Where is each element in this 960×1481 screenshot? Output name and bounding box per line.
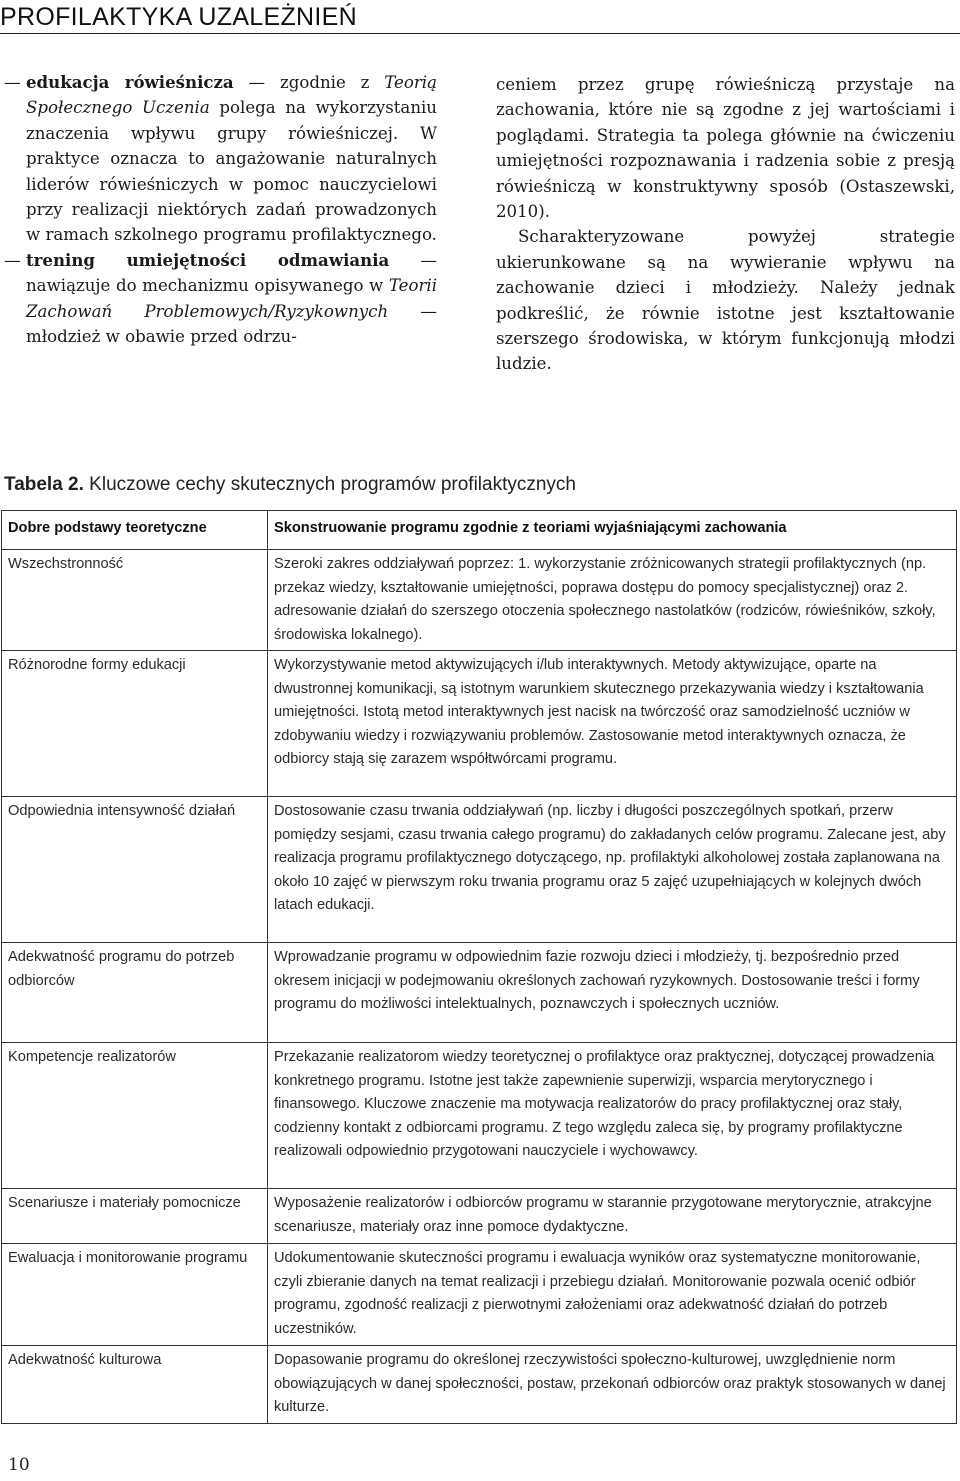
term-dash: — bbox=[389, 250, 437, 270]
table-header-row bbox=[2, 511, 957, 550]
item-text-part: polega na wykorzystaniu znaczenia wpływu grupy rówieśniczej. W praktyce oznacza to angażowanie naturalnych liderów rówieśniczych w pomoc nauczycielowi przy realizacji niektórych zadań prowadzonych w ramach szkolnego programu profilaktycznego. bbox=[26, 98, 437, 245]
table-row bbox=[2, 943, 957, 1043]
term-refusal-training: trening umiejętności odmawiania bbox=[26, 249, 390, 270]
table-row bbox=[2, 1043, 957, 1189]
paragraph-continuation: ceniem przez grupę rówieśniczą przystaje na zachowania, które nie są zgodne z jej wartościami i poglądami. Strategia ta polega głównie na ćwiczeniu umiejętności rozpoznawania i radzenia sobie z presją rówieśniczą w konstruktywny sposób (Ostaszewski, 2010). bbox=[496, 75, 955, 222]
description-cell: Dopasowanie programu do określonej rzeczywistości społeczno-kulturowej, uwzględnienie norm obowiązujących w danej społeczności, postaw, przekonań odbiorców oraz praktyk stosowanych w danej kulturze. bbox=[268, 1346, 957, 1424]
feature-cell: Wszechstronność bbox=[2, 550, 268, 651]
feature-cell: Różnorodne formy edukacji bbox=[2, 651, 268, 797]
feature-cell: Odpowiednia intensywność działań bbox=[2, 797, 268, 943]
term-peer-education: edukacja rówieśnicza bbox=[26, 72, 234, 92]
description-cell: Dostosowanie czasu trwania oddziaływań (np. liczby i długości poszczególnych spotkań, przerw pomiędzy sesjami, czasu trwania całego programu) do zakładanych celów programu. Zalecane jest, aby realizacja programu profilaktycznego dotyczącego, np. profilaktyki alkoholowej została zaplanowana na około 10 zajęć w pierwszym roku trwania programu oraz 5 zajęć uzupełniających w kolejnych dwóch latach edukacji. bbox=[268, 797, 957, 943]
table-row bbox=[2, 797, 957, 943]
item-text-part: — młodzież w obawie przed odrzu- bbox=[26, 301, 437, 347]
theory-name: Teorią Społecznego Uczenia bbox=[26, 73, 437, 118]
feature-cell: Adekwatność kulturowa bbox=[2, 1346, 268, 1424]
feature-cell: Kompetencje realizatorów bbox=[2, 1043, 268, 1189]
description-cell: Wykorzystywanie metod aktywizujących i/lub interaktywnych. Metody aktywizujące, oparte na dwustronnej komunikacji, są istotnym warunkiem skutecznego przekazywania wiedzy i kształtowania umiejętności. Istotą metod interaktywnych jest nacisk na twórczość oraz samodzielność uczniów w zdobywaniu wiedzy i rozwiązywaniu problemów. Zastosowanie metod interaktywnych oznacza, że odbiorcy stają się zarazem współtwórcami programu. bbox=[268, 651, 957, 797]
table-row bbox=[2, 1244, 957, 1346]
list-item-refusal-training bbox=[4, 248, 437, 350]
item-text-part: zgodnie z bbox=[279, 73, 385, 92]
table-caption bbox=[4, 474, 576, 496]
left-text-column bbox=[4, 70, 437, 349]
table-caption-label: Tabela 2. bbox=[4, 474, 84, 495]
table-row bbox=[2, 1189, 957, 1244]
page-title: PROFILAKTYKA UZALEŻNIEŃ bbox=[0, 3, 357, 31]
item-text-part: nawiązuje do mechanizmu opisywanego w bbox=[26, 276, 389, 296]
right-text-column bbox=[496, 72, 955, 377]
description-cell: Przekazanie realizatorom wiedzy teoretycznej o profilaktyce oraz praktycznej, dotyczącej prowadzenia konkretnego programu. Istotne jest także zapewnienie superwizji, wsparcia merytorycznego i finansowego. Kluczowe znaczenie ma motywacja realizatorów do pracy profilaktycznej oraz stały, codzienny kontakt z odbiorcami programu. Z tego względu zaleca się, by programy profilaktyczne realizowali odpowiednio przygotowani nauczyciele i wychowawcy. bbox=[268, 1043, 957, 1189]
description-cell: Szeroki zakres oddziaływań poprzez: 1. wykorzystanie zróżnicowanych strategii profilaktycznych (np. przekaz wiedzy, kształtowanie umiejętności, poprawa dostępu do pomocy specjalistycznej) oraz 2. adresowanie działań do szerszego otoczenia społecznego nastolatków (rodziców, rówieśników, szkoły, środowiska lokalnego). bbox=[268, 550, 957, 651]
feature-cell: Scenariusze i materiały pomocnicze bbox=[2, 1189, 268, 1244]
table-header-cell: Skonstruowanie programu zgodnie z teoriami wyjaśniającymi zachowania bbox=[268, 511, 957, 550]
theory-name: Teorii Zachowań Problemowych/Ryzykownych bbox=[26, 276, 437, 321]
feature-cell: Adekwatność programu do potrzeb odbiorców bbox=[2, 943, 268, 1043]
table-row bbox=[2, 550, 957, 651]
feature-cell: Ewaluacja i monitorowanie programu bbox=[2, 1244, 268, 1346]
description-cell: Wprowadzanie programu w odpowiednim fazie rozwoju dzieci i młodzieży, tj. bezpośrednio przed okresem inicjacji w podejmowaniu określonych zachowań ryzykownych. Dostosowanie treści i formy programu do możliwości intelektualnych, poznawczych i społecznych uczniów. bbox=[268, 943, 957, 1043]
table-row bbox=[2, 1346, 957, 1424]
list-item-peer-education bbox=[4, 70, 437, 248]
features-table bbox=[1, 510, 957, 1424]
description-cell: Wyposażenie realizatorów i odbiorców programu w starannie przygotowane merytorycznie, atrakcyjne scenariusze, materiały oraz inne pomoce dydaktyczne. bbox=[268, 1189, 957, 1244]
term-dash: — bbox=[233, 73, 280, 92]
bullet-dash: — bbox=[4, 250, 21, 270]
table-row bbox=[2, 651, 957, 797]
page-header bbox=[0, 0, 960, 36]
paragraph-summary: Scharakteryzowane powyżej strategie ukierunkowane są na wywieranie wpływu na zachowanie dzieci i młodzieży. Należy jednak podkreślić, że równie istotne jest kształtowanie szerszego środowiska, w którym funkcjonują młodzi ludzie. bbox=[496, 227, 955, 374]
table-header-cell: Dobre podstawy teoretyczne bbox=[2, 511, 268, 550]
header-divider bbox=[0, 33, 960, 34]
page-number: 10 bbox=[8, 1455, 30, 1475]
description-cell: Udokumentowanie skuteczności programu i ewaluacja wyników oraz systematyczne monitorowanie, czyli zbieranie danych na temat realizacji i przebiegu działań. Monitorowanie pozwala ocenić odbiór programu, zgodność realizacji z pierwotnymi założeniami oraz adekwatność działań do potrzeb uczestników. bbox=[268, 1244, 957, 1346]
bullet-dash: — bbox=[4, 73, 21, 92]
table-caption-text: Kluczowe cechy skutecznych programów profilaktycznych bbox=[83, 474, 576, 495]
